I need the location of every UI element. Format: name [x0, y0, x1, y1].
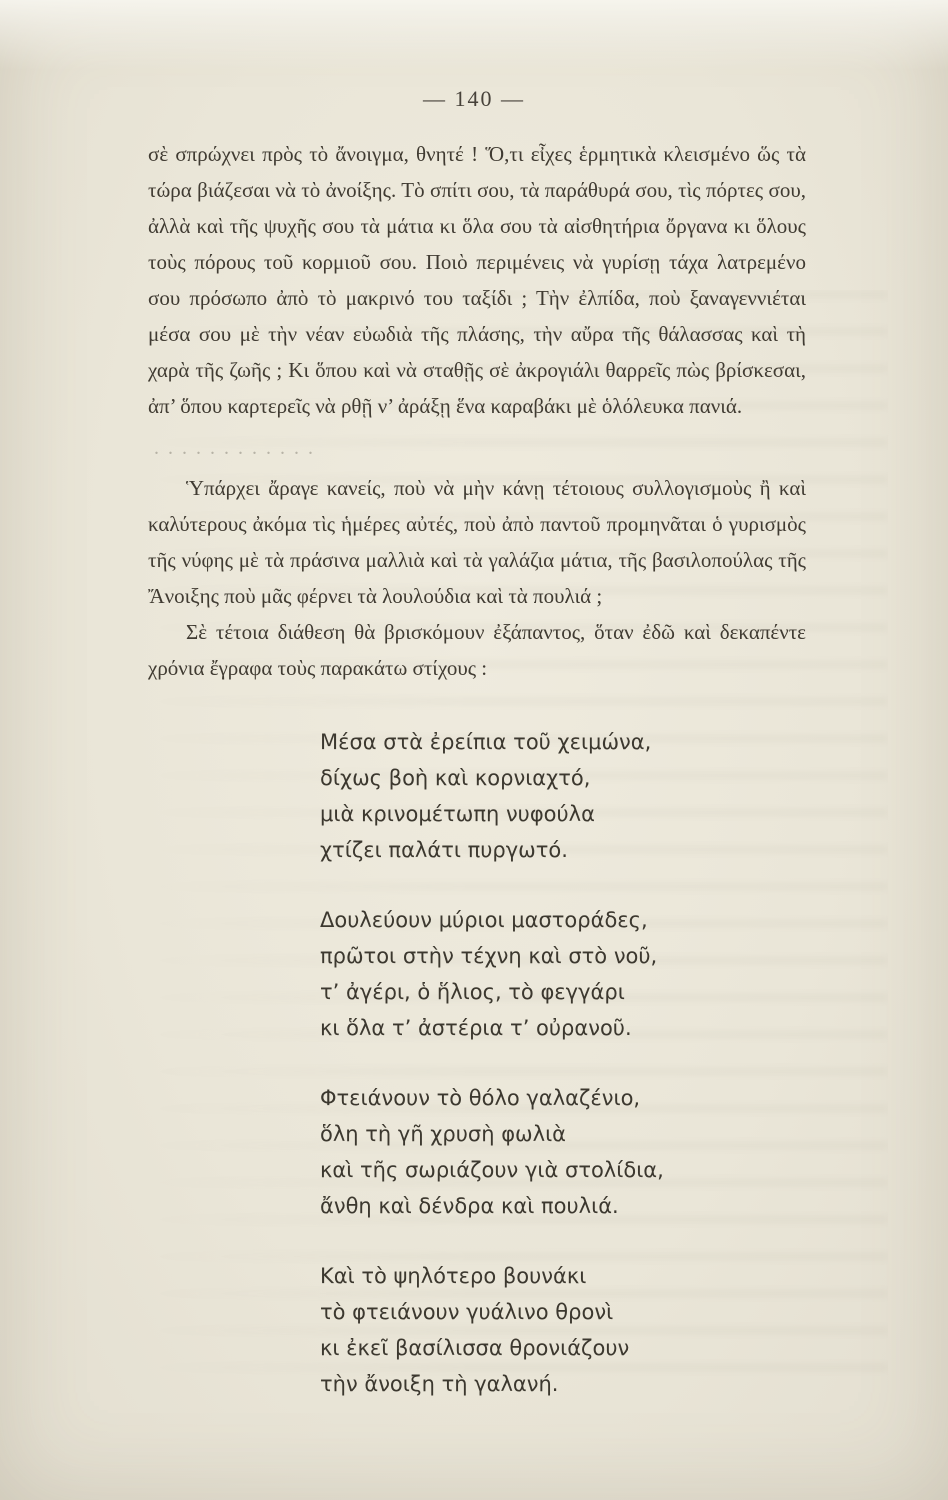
dots-separator: . . . . . . . . . . . .: [154, 437, 315, 459]
poem-line: Δουλεύουν μύριοι μαστοράδες,: [320, 908, 648, 932]
poem-line: ἄνθη καὶ δένδρα καὶ πουλιά.: [320, 1194, 619, 1218]
poem-line: τ’ ἀγέρι, ὁ ἥλιος, τὸ φεγγάρι: [320, 980, 625, 1004]
poem-line: χτίζει παλάτι πυργωτό.: [320, 838, 568, 862]
paragraph: Ὑπάρχει ἄραγε κανείς, ποὺ νὰ μὴν κάνῃ τέτοιους συλλογισμοὺς ἢ καὶ καλύτερους ἀκόμα τὶς ἡμέρες αὐτές, ποὺ ἀπὸ παντοῦ προμηνᾶται ὁ γυρισμὸς τῆς νύφης μὲ τὰ πράσινα μαλλιὰ καὶ τὰ γαλάζια μάτια, τῆς βασιλοπούλας τῆς Ἄνοιξης ποὺ μᾶς φέρνει τὰ λουλούδια καὶ τὰ πουλιά ;: [148, 476, 806, 608]
text-block: [148, 136, 806, 1402]
poem-line: μιὰ κρινομέτωπη νυφούλα: [320, 802, 595, 826]
poem-line: ὅλη τὴ γῆ χρυσὴ φωλιὰ: [320, 1122, 567, 1146]
poem-line: κι ὅλα τ’ ἀστέρια τ’ οὐρανοῦ.: [320, 1016, 632, 1040]
poem-stanza: [320, 1080, 806, 1224]
poem-line: καὶ τῆς σωριάζουν γιὰ στολίδια,: [320, 1158, 664, 1182]
poem-line: δίχως βοὴ καὶ κορνιαχτό,: [320, 766, 591, 790]
page-number: — 140 —: [423, 86, 525, 111]
poem-line: τὴν ἄνοιξη τὴ γαλανή.: [320, 1372, 559, 1396]
poem-line: τὸ φτειάνουν γυάλινο θρονὶ: [320, 1300, 614, 1324]
paragraph-continuation: σὲ σπρώχνει πρὸς τὸ ἄνοιγμα, θνητέ ! Ὅ,τι εἶχες ἑρμητικὰ κλεισμένο ὥς τὰ τώρα βιάζεσαι νὰ τὸ ἀνοίξης. Τὸ σπίτι σου, τὰ παράθυρά σου, τὶς πόρτες σου, ἀλλὰ καὶ τῆς ψυχῆς σου τὰ μάτια κι ὅλα σου τὰ αἰσθητήρια ὄργανα κι ὅλους τοὺς πόρους τοῦ κορμιοῦ σου. Ποιὸ περιμένεις νὰ γυρίσῃ τάχα λατρεμένο σου πρόσωπο ἀπὸ τὸ μακρινό του ταξίδι ; Τὴν ἐλπίδα, ποὺ ξαναγεννιέται μέσα σου μὲ τὴν νέαν εὐωδιὰ τῆς πλάσης, τὴν αὔρα τῆς θάλασσας καὶ τὴ χαρὰ τῆς ζωῆς ; Κι ὅπου καὶ νὰ σταθῇς σὲ ἀκρογιάλι θαρρεῖς πὼς βρίσκεσαι, ἀπ’ ὅπου καρτερεῖς νὰ ρθῇ ν’ ἀράξῃ ἕνα καραβάκι μὲ ὁλόλευκα πανιά.: [148, 142, 806, 418]
poem-line: κι ἐκεῖ βασίλισσα θρονιάζουν: [320, 1336, 630, 1360]
poem-line: Φτειάνουν τὸ θόλο γαλαζένιο,: [320, 1086, 641, 1110]
poem-stanza: [320, 902, 806, 1046]
poem-stanza: [320, 1258, 806, 1402]
poem-line: Καὶ τὸ ψηλότερο βουνάκι: [320, 1264, 587, 1288]
poem-stanza: [320, 724, 806, 868]
poem-line: πρῶτοι στὴν τέχνη καὶ στὸ νοῦ,: [320, 944, 658, 968]
poem: [320, 724, 806, 1402]
paragraph: Σὲ τέτοια διάθεση θὰ βρισκόμουν ἐξάπαντος, ὅταν ἐδῶ καὶ δεκαπέντε χρόνια ἔγραφα τοὺς παρακάτω στίχους :: [148, 620, 806, 680]
poem-line: Μέσα στὰ ἐρείπια τοῦ χειμώνα,: [320, 730, 652, 754]
